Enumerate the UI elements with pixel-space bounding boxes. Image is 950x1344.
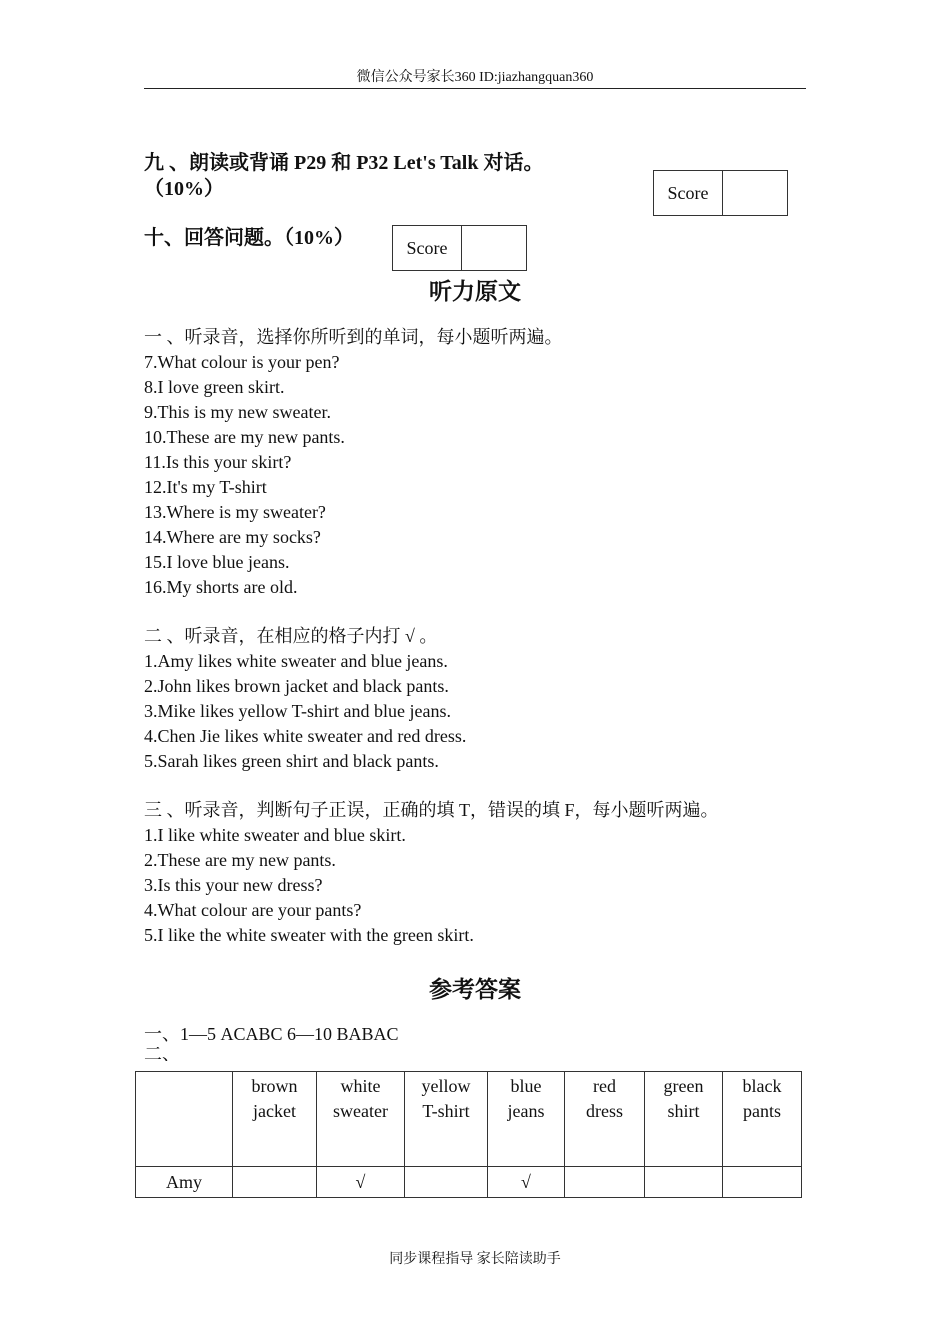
answers-title: 参考答案 [429, 977, 521, 1002]
list-item: 10.These are my new pants. [144, 427, 345, 447]
answer-table [135, 1071, 802, 1198]
table-corner-cell [136, 1072, 233, 1167]
section9-title [144, 150, 543, 202]
list-item: 2.John likes brown jacket and black pants. [144, 676, 449, 696]
list-item: 14.Where are my socks? [144, 527, 321, 547]
list-item: 4.Chen Jie likes white sweater and red dress. [144, 726, 467, 746]
table-cell [723, 1167, 802, 1198]
answers-line2: 二、 [144, 1047, 180, 1061]
listening-title: 听力原文 [429, 279, 521, 304]
table-cell [233, 1167, 317, 1198]
section9-line2: （10%） [144, 178, 224, 200]
answers-line1: 一、1—5 ACABC 6—10 BABAC [144, 1024, 399, 1044]
list-item: 5.I like the white sweater with the green skirt. [144, 925, 474, 945]
column-header: black pants [723, 1072, 802, 1167]
column-header: blue jeans [488, 1072, 565, 1167]
answers-block [144, 1022, 399, 1061]
list-item: 1.I like white sweater and blue skirt. [144, 825, 406, 845]
column-header: green shirt [645, 1072, 723, 1167]
list-item: 9.This is my new sweater. [144, 402, 331, 422]
section9-line1: 九 、朗读或背诵 P29 和 P32 Let's Talk 对话。 [144, 152, 544, 174]
section9-score-box [653, 170, 788, 216]
table-cell: √ [488, 1167, 565, 1198]
list-item: 4.What colour are your pants? [144, 900, 362, 920]
section10-score-label: Score [393, 226, 462, 270]
list-item: 1.Amy likes white sweater and blue jeans. [144, 651, 448, 671]
list-item: 11.Is this your skirt? [144, 452, 292, 472]
part3-block [144, 798, 719, 948]
table-header-row [136, 1072, 802, 1167]
list-item: 7.What colour is your pen? [144, 352, 340, 372]
column-header: red dress [565, 1072, 645, 1167]
column-header: yellow T-shirt [405, 1072, 488, 1167]
part1-block [144, 325, 563, 600]
list-item: 15.I love blue jeans. [144, 552, 290, 572]
section9-score-blank [723, 171, 787, 215]
table-row [136, 1167, 802, 1198]
column-header: white sweater [317, 1072, 405, 1167]
list-item: 3.Mike likes yellow T-shirt and blue jeans. [144, 701, 451, 721]
section10-score-blank [462, 226, 526, 270]
list-item: 12.It's my T-shirt [144, 477, 267, 497]
section9-score-label: Score [654, 171, 723, 215]
table-cell: √ [317, 1167, 405, 1198]
table-cell [405, 1167, 488, 1198]
page-footer: 同步课程指导 家长陪读助手 [389, 1252, 561, 1267]
list-item: 8.I love green skirt. [144, 377, 285, 397]
list-item: 16.My shorts are old. [144, 577, 298, 597]
section10-title: 十、回答问题。（10%） [144, 227, 354, 249]
section10-score-box [392, 225, 527, 271]
part1-heading: 一 、听录音，选择你所听到的单词，每小题听两遍。 [144, 327, 563, 347]
table-cell [565, 1167, 645, 1198]
part2-block [144, 624, 466, 774]
column-header: brown jacket [233, 1072, 317, 1167]
list-item: 5.Sarah likes green shirt and black pants. [144, 751, 439, 771]
part2-heading: 二 、听录音，在相应的格子内打 √ 。 [144, 626, 438, 646]
page-header: 微信公众号家长360 ID:jiazhangquan360 [144, 66, 806, 89]
list-item: 3.Is this your new dress? [144, 875, 323, 895]
table-cell [645, 1167, 723, 1198]
list-item: 2.These are my new pants. [144, 850, 336, 870]
list-item: 13.Where is my sweater? [144, 502, 326, 522]
part3-heading: 三 、听录音，判断句子正误，正确的填 T，错误的填 F，每小题听两遍。 [144, 800, 719, 820]
row-name-cell: Amy [136, 1167, 233, 1198]
